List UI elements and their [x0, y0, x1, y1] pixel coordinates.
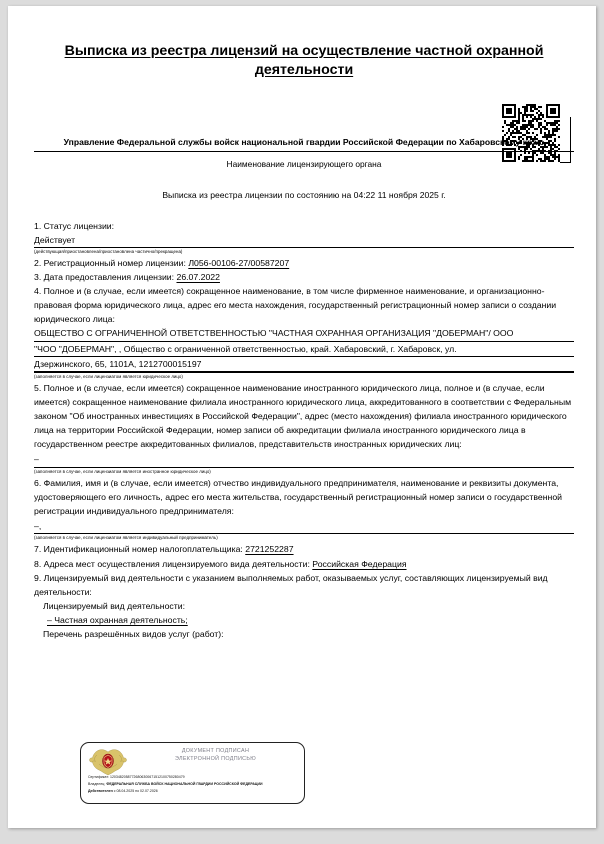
stamp-certificate-value: 12034820587726806300671512100750280479: [109, 775, 185, 779]
statement-date-line: Выписка из реестра лицензии по состоянию на 04:22 11 ноября 2025 г.: [162, 189, 446, 200]
item-6-hint: (заполняется в случае, если лицензиатом является индивидуальный предприниматель): [34, 535, 218, 541]
item-4-label: 4. Полное и (в случае, если имеется) сокращенное наименование, в том числе фирменное наименование, и организационно-правовая форма юридического лица, адрес его места нахождения, государственный регистрационный номер записи о создании юридического лица:: [34, 286, 557, 325]
item-3-value: 26.07.2022: [176, 272, 220, 283]
electronic-signature-stamp: [80, 742, 305, 804]
item-7-value: 2721252287: [245, 544, 294, 555]
document-page: [8, 6, 596, 828]
stamp-validity-label: Действителен: [88, 788, 113, 793]
page-title-line-2: деятельности: [254, 62, 354, 79]
item-8: [34, 557, 574, 571]
stamp-certificate-label: Сертификат:: [88, 775, 109, 779]
item-5-label: 5. Полное и (в случае, если имеется) сокращенное наименование иностранного юридического лица, полное и (в случае, если имеется) сокращенное наименование филиала иностранного юридического лица, аккредитованного в соответствии с Федеральным законом "Об иностранных инвестициях в Российской Федерации", адрес (место нахождения) филиала иностранного юридического лица на территории Российской Федерации, номер записи об аккредитации филиала иностранного юридического лица в государственном реестре аккредитованных филиалов, представительств иностранных юридических лиц:: [34, 383, 572, 450]
item-4-value: [34, 326, 574, 372]
item-7-label: 7. Идентификационный номер налогоплательщика:: [34, 544, 243, 555]
item-4-value-line-3: Дзержинского, 65, 1101А, 1212700015197: [34, 357, 574, 372]
stamp-validity-value: с 08.04.2025 по 02.07.2026: [113, 788, 158, 793]
item-7: [34, 542, 574, 556]
licensing-authority-name: Управление Федеральной службы войск национальной гвардии Российской Федерации по Хабаровскому краю: [34, 137, 574, 151]
item-2-label: 2. Регистрационный номер лицензии:: [34, 257, 186, 268]
stamp-heading: [133, 747, 298, 763]
item-3-label: 3. Дата предоставления лицензии:: [34, 272, 175, 283]
item-2-value: Л056-00106-27/00587207: [188, 257, 290, 268]
item-4-value-line-1: ОБЩЕСТВО С ОГРАНИЧЕННОЙ ОТВЕТСТВЕННОСТЬЮ "ЧАСТНАЯ ОХРАННАЯ ОРГАНИЗАЦИЯ "ДОБЕРМАН"/ ООО: [34, 326, 574, 341]
stamp-validity-row: [88, 788, 302, 795]
item-1-hint: (действующая/приостановлена/приостановлена частично/прекращена): [34, 248, 183, 254]
item-4-hint: (заполняется в случае, если лицензиатом является юридическое лицо): [34, 373, 183, 379]
item-9-services-label: Перечень разрешённых видов услуг (работ):: [43, 628, 224, 639]
stamp-heading-line-1: ДОКУМЕНТ ПОДПИСАН: [181, 748, 250, 754]
item-4-value-line-2: "ЧОО "ДОБЕРМАН", , Общество с ограниченной ответственностью, край. Хабаровский, г. Хабаровск, ул.: [34, 342, 574, 357]
item-6-value: –,: [34, 518, 574, 534]
item-8-value: Российская Федерация: [312, 558, 407, 569]
item-5-value: –: [34, 451, 574, 467]
stamp-certificate-row: [88, 774, 302, 781]
stamp-owner-row: [88, 781, 302, 788]
item-9-sub-value: [34, 613, 574, 627]
item-8-label: 8. Адреса мест осуществления лицензируемого вида деятельности:: [34, 558, 310, 569]
item-2: [34, 256, 574, 270]
item-1-value: Действует: [34, 233, 574, 248]
page-title-line-1: Выписка из реестра лицензий на осуществление частной охранной: [64, 43, 544, 59]
item-5-hint: (заполняется в случае, если лицензиатом является иностранное юридическое лицо): [34, 468, 211, 474]
item-9-label: 9. Лицензируемый вид деятельности с указанием выполняемых работ, оказываемых услуг, составляющих лицензируемый вид деятельности:: [34, 572, 548, 597]
item-1-label: 1. Статус лицензии:: [34, 220, 115, 231]
stamp-owner-label: Владелец:: [88, 781, 106, 786]
stamp-detail-lines: [88, 774, 302, 794]
item-9-sub-label: Лицензируемый вид деятельности:: [43, 600, 185, 611]
licensing-authority-caption: Наименование лицензирующего органа: [226, 158, 382, 169]
page-title: [34, 42, 574, 80]
item-6-label: 6. Фамилия, имя и (в случае, если имеется) отчество индивидуального предпринимателя, наименование и реквизиты документа, удостоверяющего его личность, адрес его места жительства, государственный регистрационный номер записи о государственной регистрации индивидуального предпринимателя:: [34, 477, 563, 516]
stamp-owner-value: ФЕДЕРАЛЬНАЯ СЛУЖБА ВОЙСК НАЦИОНАЛЬНОЙ ГВАРДИИ РОССИЙСКОЙ ФЕДЕРАЦИИ: [106, 781, 263, 786]
item-3: [34, 270, 574, 284]
registry-items: [34, 219, 574, 642]
stamp-heading-line-2: ЭЛЕКТРОННОЙ ПОДПИСЬЮ: [175, 756, 256, 763]
item-9-activity-text: – Частная охранная деятельность;: [47, 614, 188, 625]
